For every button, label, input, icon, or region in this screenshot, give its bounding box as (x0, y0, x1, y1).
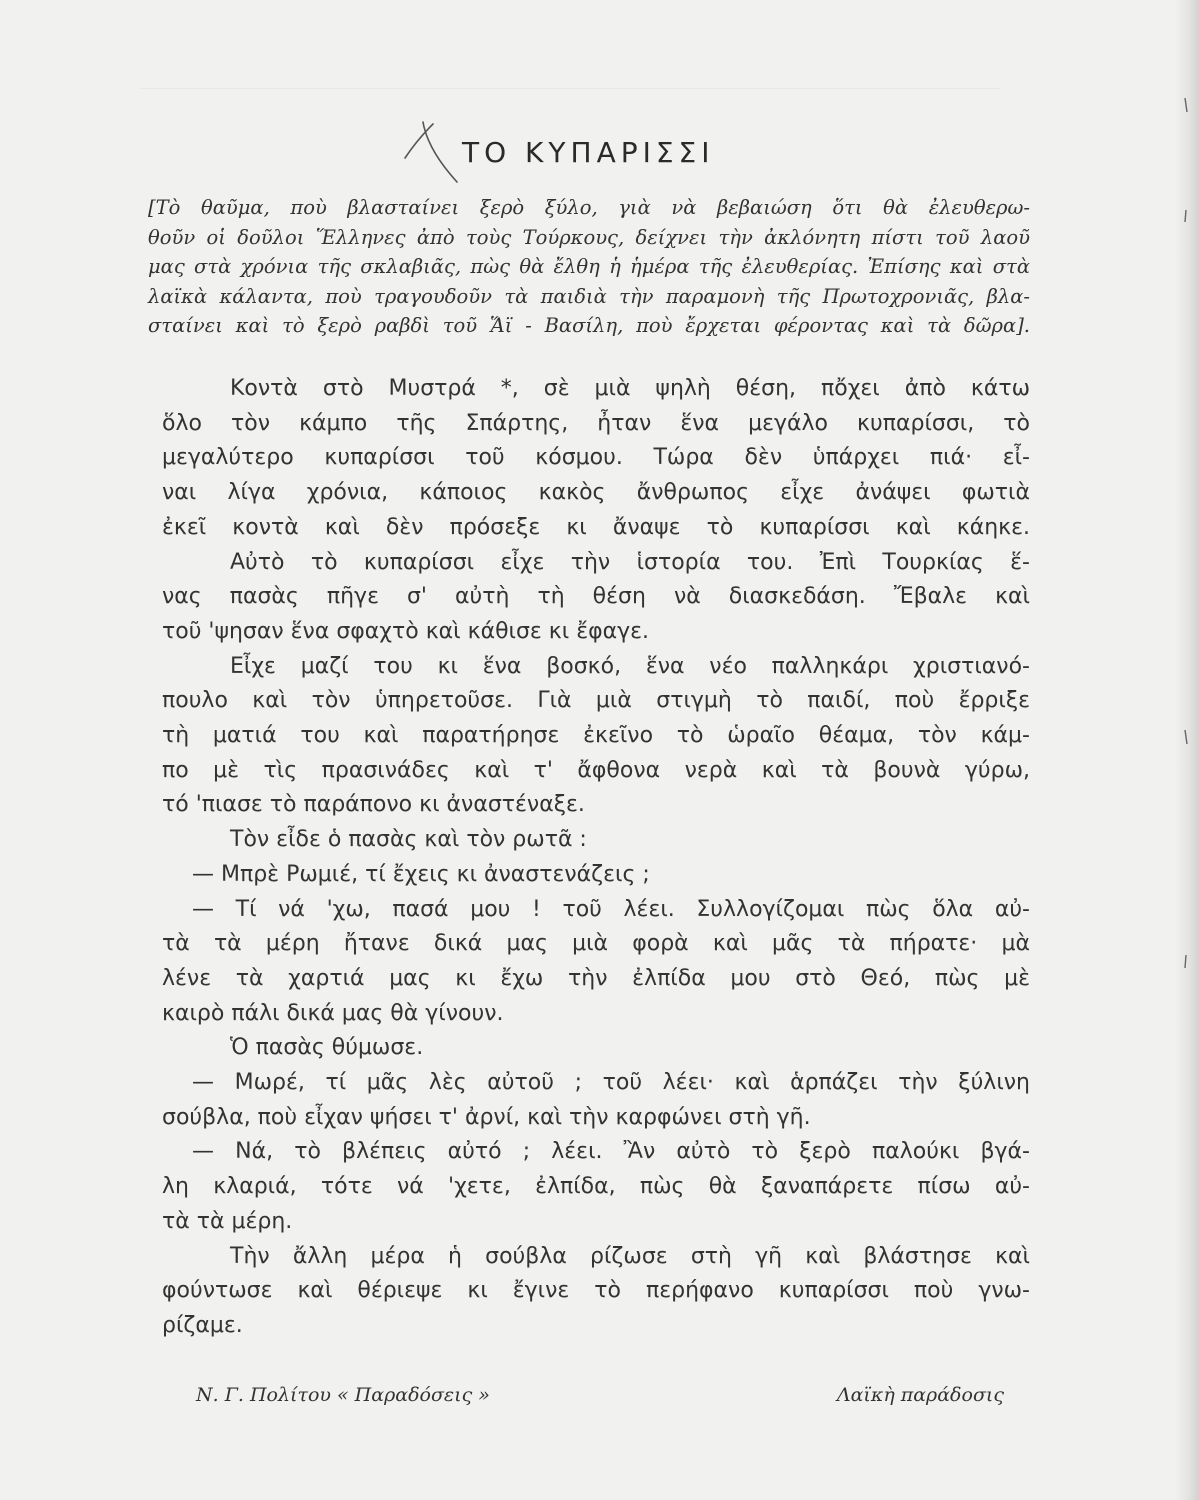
body-line: ἐκεῖ κοντὰ καὶ δὲν πρόσεξε κι ἄναψε τὸ κυπαρίσσι καὶ κάηκε. (162, 514, 1030, 540)
intro-line: λαϊκὰ κάλαντα, ποὺ τραγουδοῦν τὰ παιδιὰ τὴν παραμονὴ τῆς Πρωτοχρονιᾶς, βλα- (148, 284, 1030, 308)
margin-tick-marks (1179, 0, 1193, 1500)
source-footer (196, 1384, 1004, 1414)
body-line: Τὴν ἄλλη μέρα ἡ σούβλα ρίζωσε στὴ γῆ καὶ βλάστησε καὶ (230, 1243, 1030, 1269)
body-line: Αὐτὸ τὸ κυπαρίσσι εἶχε τὴν ἱστορία του. Ἐπὶ Τουρκίας ἕ- (230, 549, 1030, 575)
body-line: ὅλο τὸν κάμπο τῆς Σπάρτης, ἦταν ἕνα μεγάλο κυπαρίσσι, τὸ (162, 410, 1030, 436)
intro-line: [Τὸ θαῦμα, ποὺ βλασταίνει ξερὸ ξύλο, γιὰ νὰ βεβαιώση ὅτι θὰ ἐλευθερω- (148, 196, 1030, 219)
dialogue-line: — Μπρὲ Ρωμιέ, τί ἔχεις κι ἀναστενάζεις ; (192, 861, 650, 887)
body-line: τὰ τὰ μέρη. (162, 1208, 293, 1234)
intro-note (148, 193, 1030, 341)
body-line: τοῦ 'ψησαν ἕνα σφαχτὸ καὶ κάθισε κι ἔφαγε. (162, 618, 650, 644)
body-line: Εἶχε μαζί του κι ἕνα βοσκό, ἕνα νέο παλληκάρι χριστιανό- (230, 653, 1030, 679)
body-line: τὴ ματιά του καὶ παρατήρησε ἐκεῖνο τὸ ὡραῖο θέαμα, τὸν κάμ- (162, 723, 1030, 749)
dialogue-line: — Νά, τὸ βλέπεις αὐτό ; λέει. Ἂν αὐτὸ τὸ ξερὸ παλούκι βγά- (192, 1139, 1030, 1165)
dialogue-line: — Μωρέ, τί μᾶς λὲς αὐτοῦ ; τοῦ λέει· καὶ ἁρπάζει τὴν ξύλινη (192, 1070, 1030, 1096)
story-body (162, 372, 1030, 1344)
body-line: νας πασὰς πῆγε σ' αὐτὴ τὴ θέση νὰ διασκεδάση. Ἔβαλε καὶ (162, 584, 1030, 610)
title-area (0, 112, 1199, 192)
intro-line: μας στὰ χρόνια τῆς σκλαβιᾶς, πὼς θὰ ἔλθη ἡ ἡμέρα τῆς ἐλευθερίας. Ἐπίσης καὶ στὰ (148, 255, 1030, 278)
pencil-check-mark (393, 118, 463, 188)
body-line: καιρὸ πάλι δικά μας θὰ γίνουν. (162, 1000, 504, 1026)
bleed-through-line (140, 88, 1000, 89)
body-line: ρίζαμε. (162, 1312, 243, 1338)
body-line: λένε τὰ χαρτιά μας κι ἔχω τὴν ἐλπίδα μου στὸ Θεό, πὼς μὲ (162, 965, 1030, 991)
dialogue-line: — Τί νά 'χω, πασά μου ! τοῦ λέει. Συλλογίζομαι πὼς ὅλα αὐ- (192, 896, 1030, 922)
genre-label: Λαϊκὴ παράδοσις (836, 1384, 1004, 1406)
body-line: μεγαλύτερο κυπαρίσσι τοῦ κόσμου. Τώρα δὲν ὑπάρχει πιά· εἶ- (162, 445, 1030, 471)
body-line: σούβλα, ποὺ εἶχαν ψήσει τ' ἀρνί, καὶ τὴν καρφώνει στὴ γῆ. (162, 1104, 811, 1130)
body-line: πο μὲ τὶς πρασινάδες καὶ τ' ἄφθονα νερὰ καὶ τὰ βουνὰ γύρω, (162, 757, 1030, 783)
source-citation: Ν. Γ. Πολίτου « Παραδόσεις » (196, 1384, 490, 1406)
body-line: φούντωσε καὶ θέριεψε κι ἔγινε τὸ περήφανο κυπαρίσσι ποὺ γνω- (162, 1278, 1030, 1304)
intro-line: θοῦν οἱ δοῦλοι Ἕλληνες ἀπὸ τοὺς Τούρκους, δείχνει τὴν ἀκλόνητη πίστι τοῦ λαοῦ (148, 225, 1030, 249)
body-line: Κοντὰ στὸ Μυστρά *, σὲ μιὰ ψηλὴ θέση, πὄχει ἀπὸ κάτω (230, 376, 1030, 401)
body-line: πουλο καὶ τὸν ὑπηρετοῦσε. Γιὰ μιὰ στιγμὴ τὸ παιδί, ποὺ ἔρριξε (162, 688, 1030, 714)
body-line: τὰ τὰ μέρη ἤτανε δικά μας μιὰ φορὰ καὶ μᾶς τὰ πήρατε· μὰ (162, 931, 1030, 957)
intro-line: σταίνει καὶ τὸ ξερὸ ραβδὶ τοῦ Ἅϊ - Βασίλη, ποὺ ἔρχεται φέροντας καὶ τὰ δῶρα]. (148, 314, 1030, 337)
body-line: ναι λίγα χρόνια, κάποιος κακὸς ἄνθρωπος εἶχε ἀνάψει φωτιὰ (162, 480, 1030, 506)
body-line: λη κλαριά, τότε νά 'χετε, ἐλπίδα, πὼς θὰ ξαναπάρετε πίσω αὐ- (162, 1174, 1030, 1200)
body-line: Τὸν εἶδε ὁ πασὰς καὶ τὸν ρωτᾶ : (230, 827, 587, 853)
body-line: Ὁ πασὰς θύμωσε. (230, 1035, 424, 1061)
story-title: ΤΟ ΚΥΠΑΡΙΣΣΙ (462, 136, 715, 169)
body-line: τό 'πιασε τὸ παράπονο κι ἀναστέναξε. (162, 792, 585, 818)
